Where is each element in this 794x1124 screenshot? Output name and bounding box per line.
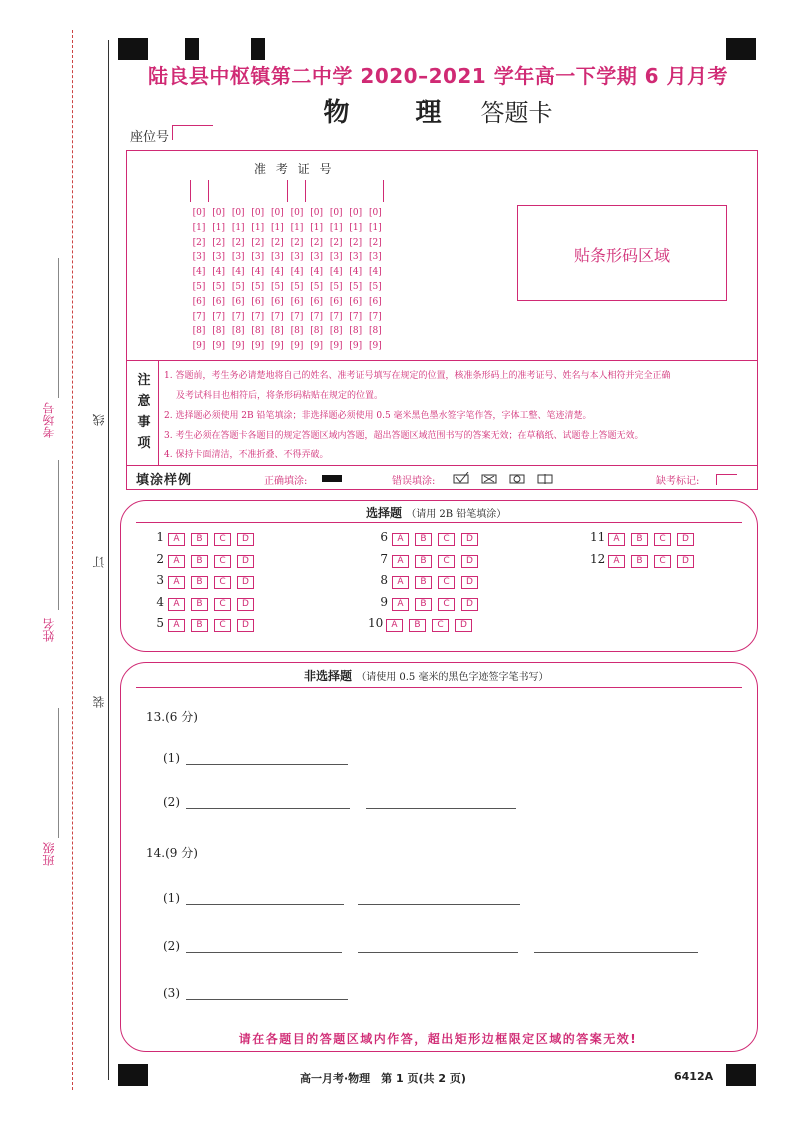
digit-bubble[interactable]: [9] bbox=[271, 341, 284, 352]
digit-bubble[interactable]: [8] bbox=[369, 326, 382, 337]
question-number: 7 bbox=[380, 552, 388, 566]
option-b-bubble[interactable]: B bbox=[415, 533, 432, 546]
option-a-bubble[interactable]: A bbox=[392, 533, 409, 546]
digit-bubble[interactable]: [9] bbox=[349, 341, 363, 352]
digit-bubble[interactable]: [7] bbox=[271, 311, 284, 322]
option-a-bubble[interactable]: A bbox=[392, 598, 409, 611]
choice-question-4 bbox=[150, 595, 260, 611]
digit-bubble[interactable]: [7] bbox=[290, 311, 304, 322]
digit-bubble[interactable]: [0] bbox=[349, 208, 363, 218]
divider bbox=[136, 522, 742, 523]
digit-bubble[interactable]: [3] bbox=[231, 252, 245, 263]
card-name: 答题卡 bbox=[480, 99, 553, 127]
digit-bubble[interactable]: [4] bbox=[231, 267, 245, 278]
question-number: 10 bbox=[368, 616, 384, 630]
exam-number-column[interactable] bbox=[268, 206, 286, 354]
choice-question-7 bbox=[374, 552, 484, 568]
choice-question-6 bbox=[374, 530, 484, 546]
digit-bubble[interactable]: [0] bbox=[231, 208, 245, 218]
option-c-bubble[interactable]: C bbox=[214, 555, 231, 568]
digit-bubble[interactable]: [3] bbox=[329, 252, 343, 263]
digit-bubble[interactable]: [9] bbox=[192, 341, 206, 352]
digit-bubble[interactable]: [8] bbox=[329, 326, 343, 337]
digit-bubble[interactable]: [0] bbox=[369, 208, 382, 218]
option-c-bubble[interactable]: C bbox=[214, 576, 231, 589]
digit-bubble[interactable]: [4] bbox=[271, 267, 284, 278]
exam-room-field[interactable] bbox=[58, 258, 59, 398]
nonchoice-title-text: 非选择题 bbox=[304, 669, 353, 683]
option-b-bubble[interactable]: B bbox=[191, 598, 208, 611]
digit-bubble[interactable]: [2] bbox=[231, 237, 245, 248]
wrong-fill-samples bbox=[452, 472, 562, 486]
digit-bubble[interactable]: [5] bbox=[290, 281, 304, 292]
option-d-bubble[interactable]: D bbox=[237, 533, 254, 546]
warning-text: 请在各题目的答题区域内作答，超出矩形边框限定区域的答案无效! bbox=[238, 1032, 638, 1046]
digit-bubble[interactable]: [5] bbox=[329, 281, 343, 292]
notes-heading: 注意事项 bbox=[137, 373, 151, 451]
digit-bubble[interactable]: [1] bbox=[310, 222, 323, 233]
option-d-bubble[interactable]: D bbox=[677, 533, 694, 546]
question-number: 8 bbox=[380, 573, 388, 587]
digit-bubble[interactable]: [3] bbox=[310, 252, 323, 263]
choice-title bbox=[366, 504, 506, 521]
divider bbox=[126, 360, 757, 361]
digit-bubble[interactable]: [6] bbox=[231, 296, 245, 307]
option-c-bubble[interactable]: C bbox=[654, 533, 671, 546]
registration-mark bbox=[118, 38, 148, 60]
seat-label: 座位号 bbox=[130, 130, 170, 145]
note-line: 及考试科目也相符后，将条形码粘贴在规定的位置。 bbox=[176, 391, 384, 401]
digit-bubble[interactable]: [2] bbox=[329, 237, 343, 248]
question-number: 6 bbox=[380, 530, 388, 544]
digit-bubble[interactable]: [3] bbox=[192, 252, 206, 263]
q13-part-1-answer[interactable] bbox=[186, 764, 348, 765]
digit-bubble[interactable]: [1] bbox=[329, 222, 343, 233]
digit-bubble[interactable]: [9] bbox=[231, 341, 245, 352]
digit-bubble[interactable]: [7] bbox=[212, 311, 225, 322]
choice-question-3 bbox=[150, 573, 260, 589]
absent-mark-box[interactable] bbox=[716, 474, 737, 485]
digit-bubble[interactable]: [0] bbox=[192, 208, 206, 218]
option-a-bubble[interactable]: A bbox=[168, 598, 185, 611]
digit-bubble[interactable]: [7] bbox=[310, 311, 323, 322]
option-d-bubble[interactable]: D bbox=[237, 598, 254, 611]
digit-bubble[interactable]: [1] bbox=[290, 222, 304, 233]
digit-bubble[interactable]: [6] bbox=[271, 296, 284, 307]
digit-bubble[interactable]: [5] bbox=[369, 281, 382, 292]
digit-bubble[interactable]: [0] bbox=[329, 208, 343, 218]
choice-question-1 bbox=[150, 530, 260, 546]
digit-bubble[interactable]: [9] bbox=[251, 341, 265, 352]
digit-bubble[interactable]: [4] bbox=[369, 267, 382, 278]
form-code: 6412A bbox=[674, 1070, 714, 1083]
digit-bubble[interactable]: [1] bbox=[369, 222, 382, 233]
nonchoice-title bbox=[304, 667, 548, 684]
choice-title-note: （请用 2B 铅笔填涂） bbox=[406, 509, 507, 520]
digit-bubble[interactable]: [0] bbox=[212, 208, 225, 218]
fill-example-heading: 填涂样例 bbox=[136, 473, 193, 488]
digit-bubble[interactable]: [6] bbox=[192, 296, 206, 307]
option-a-bubble[interactable]: A bbox=[168, 576, 185, 589]
seat-field[interactable] bbox=[172, 125, 213, 140]
option-c-bubble[interactable]: C bbox=[438, 598, 455, 611]
digit-bubble[interactable]: [7] bbox=[251, 311, 265, 322]
option-d-bubble[interactable]: D bbox=[461, 576, 478, 589]
option-b-bubble[interactable]: B bbox=[415, 576, 432, 589]
question-number: 9 bbox=[380, 595, 388, 609]
barcode-area bbox=[517, 205, 727, 301]
digit-bubble[interactable]: [6] bbox=[329, 296, 343, 307]
digit-bubble[interactable]: [1] bbox=[271, 222, 284, 233]
digit-bubble[interactable]: [9] bbox=[290, 341, 304, 352]
option-d-bubble[interactable]: D bbox=[461, 598, 478, 611]
digit-bubble[interactable]: [8] bbox=[231, 326, 245, 337]
question-number: 1 bbox=[156, 530, 164, 544]
exam-number-cell[interactable] bbox=[383, 180, 402, 202]
digit-bubble[interactable]: [2] bbox=[212, 237, 225, 248]
digit-bubble[interactable]: [6] bbox=[349, 296, 363, 307]
choice-question-11 bbox=[590, 530, 700, 546]
note-line: 1. 答题前，考生务必请楚地将自己的姓名、准考证号填写在规定的位置，核准条形码上的准考证号、姓名与本人相符并完全正确 bbox=[164, 371, 671, 381]
digit-bubble[interactable]: [6] bbox=[251, 296, 265, 307]
option-b-bubble[interactable]: B bbox=[631, 533, 648, 546]
digit-bubble[interactable]: [7] bbox=[192, 311, 206, 322]
class-field[interactable] bbox=[58, 708, 59, 838]
cut-line bbox=[72, 30, 73, 1090]
choice-question-9 bbox=[374, 595, 484, 611]
option-d-bubble[interactable]: D bbox=[237, 555, 254, 568]
digit-bubble[interactable]: [4] bbox=[290, 267, 304, 278]
digit-bubble[interactable]: [4] bbox=[349, 267, 363, 278]
divider bbox=[136, 687, 742, 688]
option-d-bubble[interactable]: D bbox=[455, 619, 472, 632]
digit-bubble[interactable]: [9] bbox=[212, 341, 225, 352]
exam-number-column[interactable] bbox=[249, 206, 267, 354]
option-c-bubble[interactable]: C bbox=[432, 619, 449, 632]
digit-bubble[interactable]: [2] bbox=[310, 237, 323, 248]
name-field[interactable] bbox=[58, 460, 59, 610]
q13-part-1-label: (1) bbox=[163, 751, 180, 765]
option-b-bubble[interactable]: B bbox=[191, 555, 208, 568]
note-line: 3. 考生必须在答题卡各题目的规定答题区域内答题，超出答题区域范围书写的答案无效；在草稿纸、试题卷上答题无效。 bbox=[164, 431, 644, 441]
digit-bubble[interactable]: [4] bbox=[251, 267, 265, 278]
digit-bubble[interactable]: [4] bbox=[329, 267, 343, 278]
exam-number-column[interactable] bbox=[288, 206, 306, 354]
digit-bubble[interactable]: [9] bbox=[369, 341, 382, 352]
digit-bubble[interactable]: [3] bbox=[369, 252, 382, 263]
option-c-bubble[interactable]: C bbox=[654, 555, 671, 568]
option-a-bubble[interactable]: A bbox=[392, 576, 409, 589]
option-c-bubble[interactable]: C bbox=[214, 533, 231, 546]
registration-mark bbox=[726, 38, 756, 60]
digit-bubble[interactable]: [5] bbox=[271, 281, 284, 292]
digit-bubble[interactable]: [4] bbox=[310, 267, 323, 278]
digit-bubble[interactable]: [1] bbox=[349, 222, 363, 233]
option-a-bubble[interactable]: A bbox=[168, 533, 185, 546]
q14-part-2-answer-b[interactable] bbox=[358, 952, 518, 953]
digit-bubble[interactable]: [3] bbox=[212, 252, 225, 263]
digit-bubble[interactable]: [6] bbox=[212, 296, 225, 307]
binding-mark-xian: 线 bbox=[92, 414, 106, 426]
digit-bubble[interactable]: [3] bbox=[349, 252, 363, 263]
digit-bubble[interactable]: [1] bbox=[192, 222, 206, 233]
digit-bubble[interactable]: [2] bbox=[192, 237, 206, 248]
digit-bubble[interactable]: [0] bbox=[251, 208, 265, 218]
option-a-bubble[interactable]: A bbox=[168, 619, 185, 632]
digit-bubble[interactable]: [9] bbox=[329, 341, 343, 352]
option-d-bubble[interactable]: D bbox=[461, 533, 478, 546]
digit-bubble[interactable]: [7] bbox=[349, 311, 363, 322]
option-a-bubble[interactable]: A bbox=[608, 555, 625, 568]
digit-bubble[interactable]: [3] bbox=[271, 252, 284, 263]
option-c-bubble[interactable]: C bbox=[214, 598, 231, 611]
digit-bubble[interactable]: [8] bbox=[349, 326, 363, 337]
subject-title bbox=[118, 92, 758, 129]
subject-name: 物 理 bbox=[323, 98, 462, 128]
option-a-bubble[interactable]: A bbox=[392, 555, 409, 568]
option-b-bubble[interactable]: B bbox=[415, 555, 432, 568]
digit-bubble[interactable]: [1] bbox=[231, 222, 245, 233]
q14-part-2-answer-c[interactable] bbox=[534, 952, 698, 953]
digit-bubble[interactable]: [7] bbox=[329, 311, 343, 322]
choice-question-10 bbox=[368, 616, 478, 632]
exam-number-column[interactable] bbox=[190, 206, 208, 354]
q14-part-1-answer-a[interactable] bbox=[186, 904, 344, 905]
name-label: 姓名 bbox=[42, 618, 56, 642]
option-c-bubble[interactable]: C bbox=[438, 576, 455, 589]
digit-bubble[interactable]: [3] bbox=[290, 252, 304, 263]
digit-bubble[interactable]: [8] bbox=[212, 326, 225, 337]
option-b-bubble[interactable]: B bbox=[409, 619, 426, 632]
digit-bubble[interactable]: [9] bbox=[310, 341, 323, 352]
digit-bubble[interactable]: [8] bbox=[310, 326, 323, 337]
option-b-bubble[interactable]: B bbox=[191, 533, 208, 546]
divider bbox=[158, 360, 159, 465]
question-number: 3 bbox=[156, 573, 164, 587]
q14-part-2-label: (2) bbox=[163, 939, 180, 953]
choice-question-8 bbox=[374, 573, 484, 589]
digit-bubble[interactable]: [8] bbox=[271, 326, 284, 337]
digit-bubble[interactable]: [0] bbox=[290, 208, 304, 218]
wrong-fill-label: 错误填涂: bbox=[392, 476, 436, 487]
digit-bubble[interactable]: [5] bbox=[192, 281, 206, 292]
digit-bubble[interactable]: [5] bbox=[349, 281, 363, 292]
digit-bubble[interactable]: [6] bbox=[310, 296, 323, 307]
exam-number-column[interactable] bbox=[210, 206, 228, 354]
digit-bubble[interactable]: [4] bbox=[192, 267, 206, 278]
exam-number-column[interactable] bbox=[347, 206, 365, 354]
digit-bubble[interactable]: [8] bbox=[290, 326, 304, 337]
q14-part-1-label: (1) bbox=[163, 891, 180, 905]
question-14-label: 14.(9 分) bbox=[146, 846, 198, 860]
note-line: 2. 选择题必须使用 2B 铅笔填涂；非选择题必须使用 0.5 毫米黑色墨水签字笔作答，字体工整、笔迹清楚。 bbox=[164, 411, 592, 421]
option-c-bubble[interactable]: C bbox=[438, 533, 455, 546]
digit-bubble[interactable]: [2] bbox=[271, 237, 284, 248]
exam-number-column[interactable] bbox=[327, 206, 345, 354]
exam-room-label: 考场号 bbox=[42, 402, 56, 438]
digit-bubble[interactable]: [8] bbox=[192, 326, 206, 337]
exam-number-column[interactable] bbox=[366, 206, 384, 354]
digit-bubble[interactable]: [6] bbox=[369, 296, 382, 307]
question-13-label: 13.(6 分) bbox=[146, 710, 198, 724]
q13-part-2-answer-a[interactable] bbox=[186, 808, 350, 809]
nonchoice-title-note: （请使用 0.5 毫米的黑色字迹签字笔书写） bbox=[356, 672, 549, 683]
question-number: 5 bbox=[156, 616, 164, 630]
option-d-bubble[interactable]: D bbox=[237, 576, 254, 589]
choice-question-5 bbox=[150, 616, 260, 632]
option-d-bubble[interactable]: D bbox=[461, 555, 478, 568]
digit-bubble[interactable]: [2] bbox=[349, 237, 363, 248]
option-a-bubble[interactable]: A bbox=[608, 533, 625, 546]
digit-bubble[interactable]: [7] bbox=[231, 311, 245, 322]
exam-number-cell[interactable] bbox=[208, 180, 227, 202]
note-line: 4. 保持卡面清洁，不准折叠、不得弄破。 bbox=[164, 450, 329, 460]
option-d-bubble[interactable]: D bbox=[677, 555, 694, 568]
exam-number-cell[interactable] bbox=[305, 180, 324, 202]
nonchoice-section bbox=[120, 662, 758, 1052]
class-label: 班级 bbox=[42, 842, 56, 866]
digit-bubble[interactable]: [5] bbox=[251, 281, 265, 292]
digit-bubble[interactable]: [5] bbox=[231, 281, 245, 292]
question-number: 2 bbox=[156, 552, 164, 566]
digit-bubble[interactable]: [5] bbox=[310, 281, 323, 292]
correct-fill-sample bbox=[322, 475, 342, 482]
q13-part-2-answer-b[interactable] bbox=[366, 808, 516, 809]
divider bbox=[126, 465, 757, 466]
digit-bubble[interactable]: [5] bbox=[212, 281, 225, 292]
exam-number-column[interactable] bbox=[229, 206, 247, 354]
option-c-bubble[interactable]: C bbox=[214, 619, 231, 632]
option-b-bubble[interactable]: B bbox=[191, 576, 208, 589]
digit-bubble[interactable]: [3] bbox=[251, 252, 265, 263]
registration-mark bbox=[185, 38, 199, 60]
choice-title-text: 选择题 bbox=[366, 506, 403, 520]
binding-mark-zhuang: 装 bbox=[92, 696, 106, 708]
exam-number-column[interactable] bbox=[308, 206, 326, 354]
binding-line bbox=[108, 40, 109, 1080]
q13-part-2-label: (2) bbox=[163, 795, 180, 809]
exam-number-cell[interactable] bbox=[287, 180, 306, 202]
question-number: 4 bbox=[156, 595, 164, 609]
q14-part-2-answer-a[interactable] bbox=[186, 952, 342, 953]
barcode-label: 贴条形码区域 bbox=[573, 246, 670, 265]
exam-title: 陆良县中枢镇第二中学 2020–2021 学年高一下学期 6 月月考 bbox=[147, 64, 729, 88]
digit-bubble[interactable]: [7] bbox=[369, 311, 382, 322]
choice-question-2 bbox=[150, 552, 260, 568]
question-number: 11 bbox=[590, 530, 606, 544]
digit-bubble[interactable]: [2] bbox=[369, 237, 382, 248]
option-b-bubble[interactable]: B bbox=[631, 555, 648, 568]
option-b-bubble[interactable]: B bbox=[191, 619, 208, 632]
correct-fill-label: 正确填涂: bbox=[264, 476, 308, 487]
q14-part-3-label: (3) bbox=[163, 986, 180, 1000]
exam-number-cell[interactable] bbox=[190, 180, 209, 202]
digit-bubble[interactable]: [0] bbox=[310, 208, 323, 218]
page-footer: 高一月考·物理 第 1 页(共 2 页) bbox=[300, 1072, 466, 1085]
option-c-bubble[interactable]: C bbox=[438, 555, 455, 568]
digit-bubble[interactable]: [1] bbox=[251, 222, 265, 233]
choice-question-12 bbox=[590, 552, 700, 568]
option-a-bubble[interactable]: A bbox=[386, 619, 403, 632]
digit-bubble[interactable]: [1] bbox=[212, 222, 225, 233]
option-d-bubble[interactable]: D bbox=[237, 619, 254, 632]
exam-number-label: 准 考 证 号 bbox=[254, 162, 335, 176]
digit-bubble[interactable]: [0] bbox=[271, 208, 284, 218]
digit-bubble[interactable]: [2] bbox=[251, 237, 265, 248]
absent-mark-label: 缺考标记: bbox=[656, 476, 700, 487]
binding-mark-ding: 订 bbox=[92, 556, 106, 568]
registration-mark bbox=[118, 1064, 148, 1086]
q14-part-3-answer[interactable] bbox=[186, 999, 348, 1000]
digit-bubble[interactable]: [2] bbox=[290, 237, 304, 248]
digit-bubble[interactable]: [8] bbox=[251, 326, 265, 337]
registration-mark bbox=[251, 38, 265, 60]
registration-mark bbox=[726, 1064, 756, 1086]
option-b-bubble[interactable]: B bbox=[415, 598, 432, 611]
digit-bubble[interactable]: [6] bbox=[290, 296, 304, 307]
question-number: 12 bbox=[590, 552, 606, 566]
option-a-bubble[interactable]: A bbox=[168, 555, 185, 568]
digit-bubble[interactable]: [4] bbox=[212, 267, 225, 278]
q14-part-1-answer-b[interactable] bbox=[358, 904, 520, 905]
